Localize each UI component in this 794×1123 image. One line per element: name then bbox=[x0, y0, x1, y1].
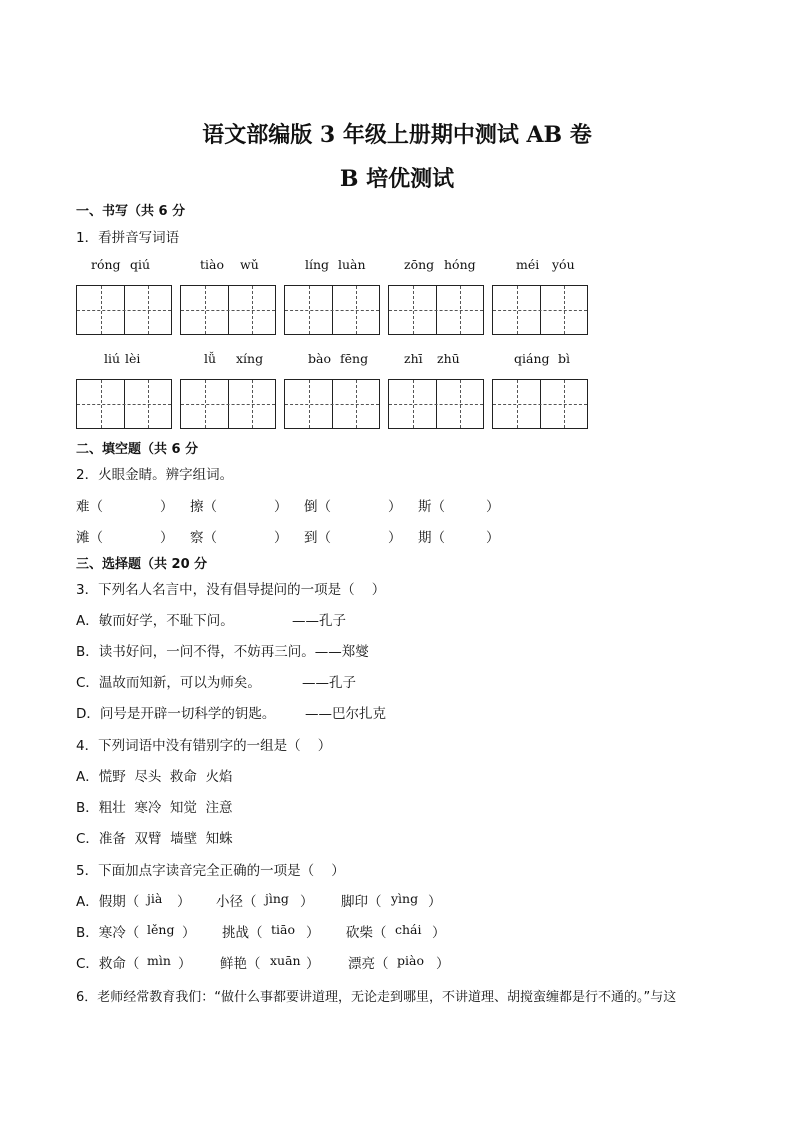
pinyin: zhū bbox=[437, 351, 460, 366]
writing-grid[interactable] bbox=[388, 285, 484, 335]
page-subtitle: B 培优测试 bbox=[339, 166, 455, 192]
pinyin: líng bbox=[305, 257, 330, 272]
pinyin: luàn bbox=[338, 257, 366, 272]
pinyin: yóu bbox=[552, 257, 575, 272]
question-6: 6．老师经常教育我们：“做什么事都要讲道理，无论走到哪里，不讲道理、胡搅蛮缠都是行不通的。”与这 bbox=[76, 990, 677, 1005]
pinyin: piào bbox=[397, 953, 424, 968]
fill-item-char: 擦（ bbox=[190, 499, 217, 515]
fill-item-char: 倒（ bbox=[304, 499, 331, 515]
fill-item-close: ） bbox=[306, 925, 320, 941]
pinyin: lěng bbox=[147, 922, 175, 937]
section-heading-fill: 二、填空题（共 6 分 bbox=[76, 442, 199, 457]
pinyin: róng bbox=[91, 257, 121, 272]
option-source: ——孔子 bbox=[292, 613, 346, 629]
section-heading-choice: 三、选择题（共 20 分 bbox=[76, 557, 208, 572]
fill-item-char: 到（ bbox=[304, 530, 331, 546]
writing-grid[interactable] bbox=[284, 379, 380, 429]
pinyin: jìng bbox=[265, 891, 289, 906]
option-b: B．读书好问，一问不得，不妨再三问。——郑燮 bbox=[76, 644, 369, 660]
pinyin: tiāo bbox=[271, 922, 295, 937]
question-1: 1．看拼音写词语 bbox=[76, 230, 180, 246]
page-title: 语文部编版 3 年级上册期中测试 AB 卷 bbox=[202, 122, 592, 148]
pinyin: hóng bbox=[444, 257, 476, 272]
pinyin: xuān bbox=[270, 953, 301, 968]
question-5: 5．下面加点字读音完全正确的一项是（ ） bbox=[76, 863, 345, 879]
pinyin: lǚ bbox=[204, 351, 217, 366]
pinyin: mìn bbox=[147, 953, 171, 968]
pinyin: méi bbox=[516, 257, 540, 272]
fill-item-close: ） bbox=[274, 530, 288, 546]
question-2: 2．火眼金睛。辨字组词。 bbox=[76, 467, 234, 483]
question-4: 4．下列词语中没有错别字的一组是（ ） bbox=[76, 738, 332, 754]
fill-item-close: ） bbox=[177, 894, 191, 910]
writing-grid[interactable] bbox=[180, 285, 276, 335]
fill-item-close: ） bbox=[274, 499, 288, 515]
fill-item-close: ） bbox=[388, 499, 402, 515]
option-a: A．假期（ bbox=[76, 894, 140, 910]
pinyin: bào bbox=[308, 351, 331, 366]
writing-grid[interactable] bbox=[492, 285, 588, 335]
writing-grid[interactable] bbox=[388, 379, 484, 429]
writing-grid[interactable] bbox=[284, 285, 380, 335]
option-b: B．寒冷（ bbox=[76, 925, 140, 941]
pinyin: chái bbox=[395, 922, 422, 937]
fill-item-char: 难（ bbox=[76, 499, 103, 515]
pinyin: wǔ bbox=[240, 257, 259, 272]
fill-item-close: ） bbox=[306, 956, 320, 972]
option-word: 砍柴（ bbox=[346, 925, 387, 941]
pinyin: lèi bbox=[125, 351, 141, 366]
option-c: C．温故而知新，可以为师矣。 bbox=[76, 675, 261, 691]
fill-item-close: ） bbox=[486, 499, 500, 515]
fill-item-close: ） bbox=[300, 894, 314, 910]
question-3: 3．下列名人名言中，没有倡导提问的一项是（ ） bbox=[76, 582, 386, 598]
pinyin: zōng bbox=[404, 257, 435, 272]
option-c: C．救命（ bbox=[76, 956, 140, 972]
option-word: 脚印（ bbox=[341, 894, 382, 910]
writing-grid[interactable] bbox=[492, 379, 588, 429]
fill-item-close: ） bbox=[428, 894, 442, 910]
pinyin: xíng bbox=[236, 351, 264, 366]
option-a: A．慌野 尽头 救命 火焰 bbox=[76, 769, 233, 785]
pinyin: bì bbox=[558, 351, 570, 366]
fill-item-char: 察（ bbox=[190, 530, 217, 546]
option-d: D．问号是开辟一切科学的钥匙。 bbox=[76, 706, 276, 722]
fill-item-close: ） bbox=[160, 530, 174, 546]
option-source: ——巴尔扎克 bbox=[305, 706, 386, 722]
writing-grid[interactable] bbox=[180, 379, 276, 429]
option-word: 鲜艳（ bbox=[220, 956, 261, 972]
fill-item-close: ） bbox=[182, 925, 196, 941]
pinyin: liú bbox=[104, 351, 121, 366]
fill-item-close: ） bbox=[178, 956, 192, 972]
pinyin: jià bbox=[147, 891, 163, 906]
writing-grid[interactable] bbox=[76, 379, 172, 429]
pinyin: fēng bbox=[340, 351, 369, 366]
pinyin: tiào bbox=[200, 257, 224, 272]
fill-item-close: ） bbox=[160, 499, 174, 515]
pinyin: yìng bbox=[391, 891, 419, 906]
option-c: C．准备 双臂 墙壁 知蛛 bbox=[76, 831, 233, 847]
option-word: 挑战（ bbox=[222, 925, 263, 941]
fill-item-close: ） bbox=[436, 956, 450, 972]
option-source: ——孔子 bbox=[302, 675, 356, 691]
section-heading-writing: 一、书写（共 6 分 bbox=[76, 204, 186, 219]
writing-grid[interactable] bbox=[76, 285, 172, 335]
option-a: A．敏而好学，不耻下问。 bbox=[76, 613, 234, 629]
fill-item-close: ） bbox=[432, 925, 446, 941]
pinyin: zhī bbox=[404, 351, 423, 366]
fill-item-close: ） bbox=[388, 530, 402, 546]
pinyin: qiáng bbox=[514, 351, 550, 366]
fill-item-char: 滩（ bbox=[76, 530, 103, 546]
option-word: 小径（ bbox=[216, 894, 257, 910]
pinyin: qiú bbox=[130, 257, 151, 272]
fill-item-close: ） bbox=[486, 530, 500, 546]
option-b: B．粗壮 寒冷 知觉 注意 bbox=[76, 800, 233, 816]
fill-item-char: 斯（ bbox=[418, 499, 445, 515]
option-word: 漂亮（ bbox=[348, 956, 389, 972]
fill-item-char: 期（ bbox=[418, 530, 445, 546]
